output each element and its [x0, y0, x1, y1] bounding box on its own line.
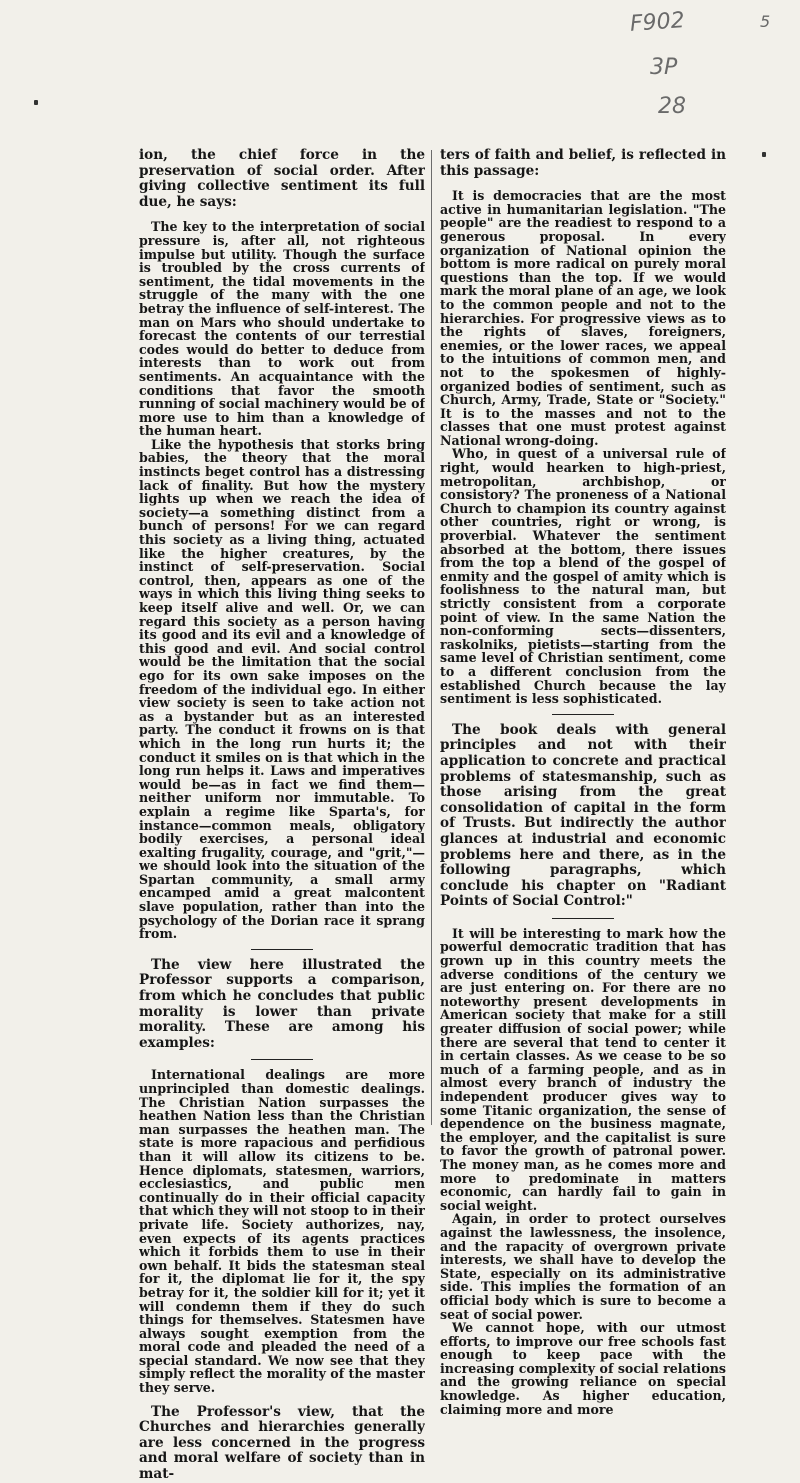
right-quote-protect-ourselves: Again, in order to protect ourselves against the lawlessness, the insolence, and the rapacity of overgrown private interests, we shall have to develop the State, especially on its administrative side. This implies the formation of an official body which is sure to become a seat of social power. — [440, 1211, 726, 1322]
handwritten-reference-note: 3P — [650, 55, 678, 80]
right-column — [440, 148, 726, 1416]
section-separator — [552, 918, 614, 919]
right-paragraph-book-deals: The book deals with general principles and not with their application to concrete and practical problems of statesmanship, such as those arising from the great consolidation of capital in the form of Trusts. But indirectly the author glances at industrial and economic problems here and there, as in the following paragraphs, which conclude his chapter on "Radiant Points of Social Control:" — [440, 721, 726, 910]
margin-mark-right — [762, 152, 766, 157]
left-quote-hypothesis: Like the hypothesis that storks bring babies, the theory that the moral instincts beget control has a distressing lack of finality. But how the mystery lights up when we reach the idea of society—a something distinct from a bunch of persons! For we can regard this society as a living thing, actuated like the higher creatures, by the instinct of self-preservation. Social control, then, appears as one of the ways in which this living thing seeks to keep itself alive and well. Or, we can regard this society as a person having its good and its evil and a knowledge of this good and evil. And social control would be the limitation that the social ego for its own sake imposes on the freedom of the individual ego. In either view society is seen to take action not as a bystander but as an interested party. The conduct it frowns on is that which in the long run hurts it; the conduct it smiles on is that which in the long run helps it. Laws and imperatives would be—as in fact we find them—neither uniform nor immutable. To explain a regime like Sparta's, for instance—common meals, obligatory bodily exercises, a personal ideal exalting frugality, courage, and "grit,"—we should look into the situation of the Spartan community, a small army encamped amid a great malcontent slave population, rather than into the psychology of the Dorian race it sprang from. — [139, 436, 425, 942]
section-separator — [251, 1059, 313, 1060]
handwritten-page-number: 5 — [760, 12, 771, 31]
right-quote-democracies: It is democracies that are the most active in humanitarian legislation. "The people" are the readiest to respond to a generous proposal. In every organization of National opinion the bottom is more radical on purely moral questions than the top. If we would mark the moral plane of an age, we look to the common people and not to the hierarchies. For progressive views as to the rights of slaves, foreigners, enemies, or the lower races, we appeal to the intuitions of common men, and not to the spokesmen of highly-organized bodies of sentiment, such as Church, Army, Trade, State or "Society." It is to the masses and not to the classes that one must protest against National wrong-doing. — [440, 188, 726, 448]
left-paragraph-comparison: The view here illustrated the Professor supports a comparison, from which he concludes that public morality is lower than private morality. These are among his examples: — [139, 956, 425, 1051]
right-quote-free-schools: We cannot hope, with our utmost efforts, to improve our free schools fast enough to keep pace with the increasing complexity of social relations and the growing reliance on special knowledge. As higher education, claiming more and more — [440, 1320, 726, 1417]
right-quote-universal-rule: Who, in quest of a universal rule of right, would hearken to high-priest, metropolitan, archbishop, or consistory? The proneness of a National Church to champion its country against other countries, right or wrong, is proverbial. Whatever the sentiment absorbed at the bottom, there issues from the top a blend of the gospel of enmity and the gospel of amity which is foolishness to the natural man, but strictly consistent from a corporate point of view. In the same Nation the non-conforming sects—dissenters, raskolniks, pietists—starting from the same level of Christian sentiment, come to a different conclusion from the established Church because the lay sentiment is less sophisticated. — [440, 446, 726, 707]
left-paragraph-churches: The Professor's view, that the Churches and hierarchies generally are less concerned in the progress and moral welfare of society than in mat- — [139, 1403, 425, 1483]
left-column — [139, 148, 425, 1483]
section-separator — [251, 949, 313, 950]
right-paragraph-continued: ters of faith and belief, is reflected in this passage: — [440, 148, 726, 179]
margin-mark-left — [34, 100, 38, 105]
handwritten-year-note: F902 — [629, 8, 686, 37]
left-paragraph-intro: ion, the chief force in the preservation of social order. After giving collective sentiment its full due, he says: — [139, 148, 425, 210]
right-quote-democratic-tradition: It will be interesting to mark how the powerful democratic tradition that has grown up in this country meets the adverse conditions of the century we are just entering on. For there are no noteworthy present developments in American society that make for a still greater diffusion of social power; while there are several that tend to center it in certain classes. As we cease to be so much of a farming people, and as in almost every branch of industry the independent producer gives way to some Titanic organization, the sense of dependence on the business magnate, the employer, and the capitalist is sure to favor the growth of patronal power. The money man, as he comes more and more to predominate in matters economic, can hardly fail to gain in social weight. — [440, 925, 726, 1213]
left-quote-key: The key to the interpretation of social pressure is, after all, not righteous impulse but utility. Though the surface is troubled by the cross currents of sentiment, the tidal movements in the struggle of the many with the one betray the influence of self-interest. The man on Mars who should undertake to forecast the contents of our terrestial codes would do better to deduce from interests than to work out from sentiments. An acquaintance with the conditions that favor the smooth running of social machinery would be of more use to him than a knowledge of the human heart. — [139, 219, 425, 439]
section-separator — [552, 714, 614, 715]
handwritten-reference-number: 28 — [658, 94, 686, 119]
left-quote-international: International dealings are more unprincipled than domestic dealings. The Christian Nation surpasses the heathen Nation less than the Christian man surpasses the heathen man. The state is more rapacious and perfidious than it will allow its citizens to be. Hence diplomats, statesmen, warriors, ecclesiastics, and public men continually do in their official capacity that which they will not stoop to in their private life. Society authorizes, nay, even expects of its agents practices which it forbids them to use in their own behalf. It bids the statesman steal for it, the diplomat lie for it, the spy betray for it, the soldier kill for it; yet it will condemn them if they do such things for themselves. Statesmen have always sought exemption from the moral code and pleaded the need of a special standard. We now see that they simply reflect the morality of the master they serve. — [139, 1067, 425, 1396]
column-divider — [431, 150, 432, 1125]
